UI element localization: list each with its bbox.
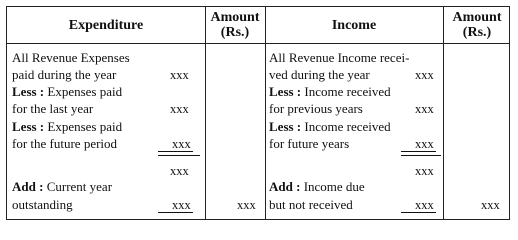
expenditure-inner-value: xxx xyxy=(158,135,193,153)
income-line: ved during the year xyxy=(269,67,370,82)
income-line: but not received xyxy=(269,197,353,212)
income-line: All Revenue Income recei- xyxy=(269,50,410,65)
expenditure-inner-value: xxx xyxy=(158,196,193,214)
expenditure-line: paid during the year xyxy=(12,67,117,82)
expenditure-less-line: Less : Expenses paid xyxy=(12,84,123,99)
expenditure-inner-value: xxx xyxy=(170,164,189,178)
income-less-line: Less : Income received xyxy=(269,84,391,99)
income-line: for future years xyxy=(269,136,350,151)
income-inner-value: xxx xyxy=(415,68,434,82)
header-income: Income xyxy=(331,17,377,33)
expenditure-inner-value: xxx xyxy=(170,102,189,116)
expenditure-less-line: Less : Expenses paid xyxy=(12,119,123,134)
income-amount: xxx xyxy=(481,198,500,212)
expenditure-line: All Revenue Expenses xyxy=(12,50,130,65)
account-table xyxy=(6,6,510,220)
income-line: for previous years xyxy=(269,101,363,116)
header-amount-right: Amount (Rs.) xyxy=(452,10,502,40)
expenditure-inner-value: xxx xyxy=(170,68,189,82)
income-inner-value: xxx xyxy=(401,135,436,153)
total-rule xyxy=(401,155,441,156)
expenditure-line: for the future period xyxy=(12,136,118,151)
income-inner-value: xxx xyxy=(415,164,434,178)
total-rule xyxy=(158,155,200,156)
expenditure-line: outstanding xyxy=(12,197,73,212)
expenditure-line: for the last year xyxy=(12,101,94,116)
income-inner-value: xxx xyxy=(415,102,434,116)
expenditure-amount: xxx xyxy=(237,198,256,212)
header-divider xyxy=(7,43,509,44)
income-inner-value: xxx xyxy=(401,196,436,214)
income-less-line: Less : Income received xyxy=(269,119,391,134)
header-amount-left: Amount (Rs.) xyxy=(210,10,260,40)
header-expenditure: Expenditure xyxy=(68,17,144,33)
expenditure-add-line: Add : Current year xyxy=(12,179,113,194)
income-add-line: Add : Income due xyxy=(269,179,365,194)
